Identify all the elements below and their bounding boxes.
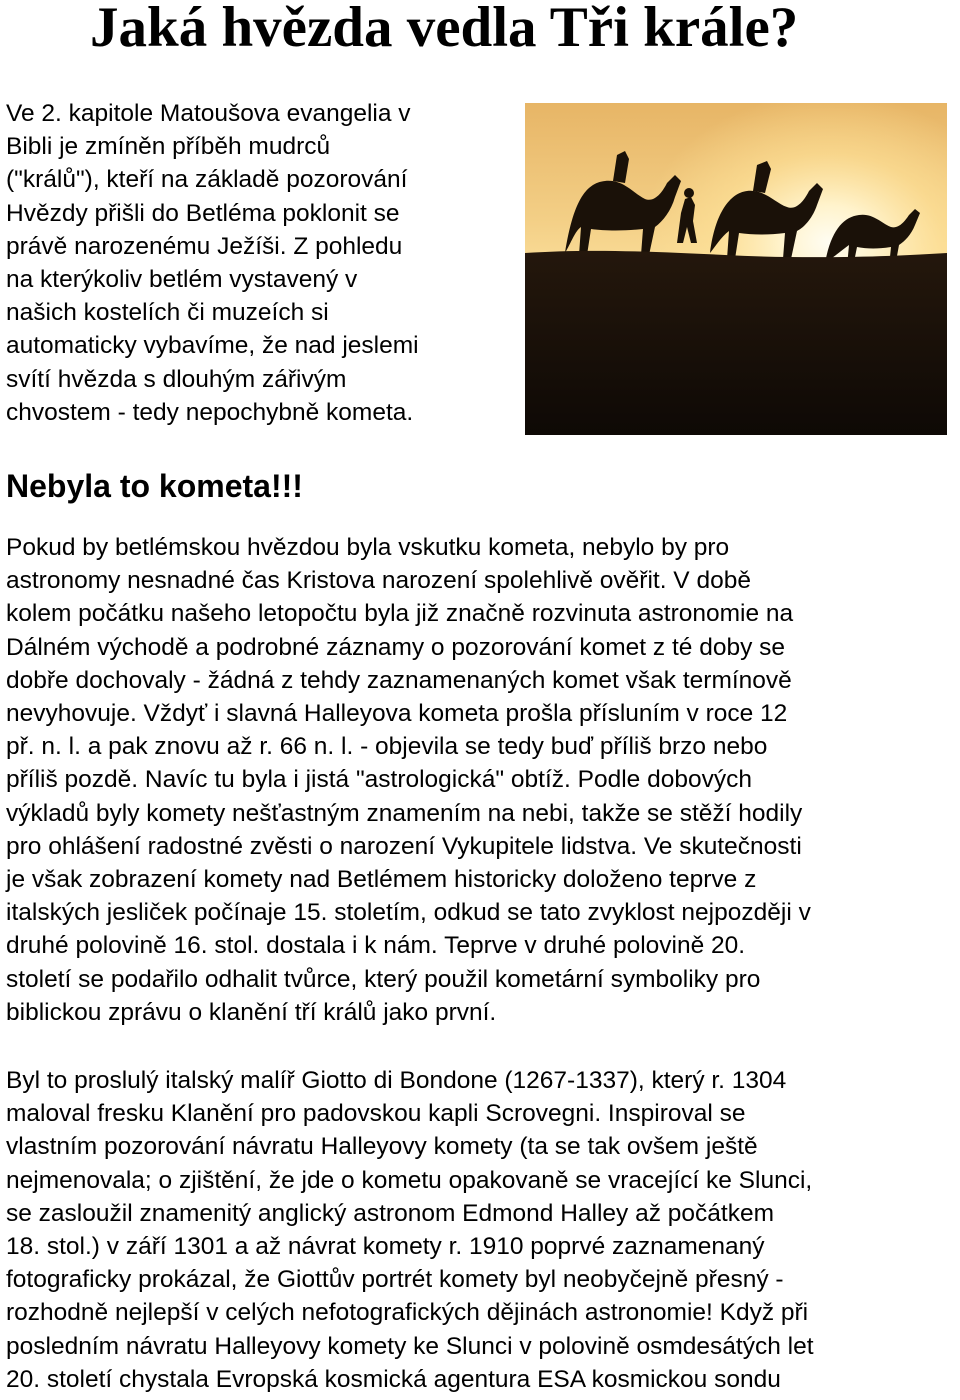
intro-line: Bibli je zmíněn příběh mudrců (6, 133, 331, 161)
text-line: italských jesliček počínaje 15. stoletím, odkud se tato zvyklost nejpozději v (6, 899, 811, 927)
intro-line: Ve 2. kapitole Matoušova evangelia v (6, 100, 411, 127)
paragraph-2 (6, 1064, 814, 1396)
text-line: maloval fresku Klanění pro padovskou kapli Scrovegni. Inspiroval se (6, 1100, 746, 1128)
text-line: vlastním pozorování návratu Halleyovy komety (ta se tak ovšem ještě (6, 1133, 758, 1161)
text-line: příliš pozdě. Navíc tu byla i jistá "astrologická" obtíž. Podle dobových (6, 766, 752, 794)
text-line: 18. stol.) v září 1301 a až návrat komety r. 1910 poprvé zaznamenaný (6, 1233, 765, 1261)
text-line: je však zobrazení komety nad Betlémem historicky doloženo teprve z (6, 866, 757, 894)
text-line: nevyhovuje. Vždyť i slavná Halleyova kometa prošla přísluním v roce 12 (6, 700, 788, 728)
text-line: Pokud by betlémskou hvězdou byla vskutku kometa, nebylo by pro (6, 534, 730, 561)
text-line: kolem počátku našeho letopočtu byla již značně rozvinuta astronomie na (6, 600, 794, 628)
intro-line: našich kostelích či muzeích si (6, 299, 329, 327)
intro-line: svítí hvězda s dlouhým zářivým (6, 365, 347, 393)
text-line: výkladů byly komety nešťastným znamením na nebi, takže se stěží hodily (6, 799, 803, 827)
text-line: dobře dochovaly - žádná z tehdy zaznamenaných komet však termínově (6, 666, 792, 694)
text-line: Byl to proslulý italský malíř Giotto di Bondone (1267-1337), který r. 1304 (6, 1067, 787, 1094)
intro-line: chvostem - tedy nepochybně kometa. (6, 398, 414, 426)
text-line: století se podařilo odhalit tvůrce, který použil kometární symboliky pro (6, 965, 761, 993)
text-line: se zasloužil znamenitý anglický astronom Edmond Halley až počátkem (6, 1199, 775, 1227)
intro-line: automaticky vybavíme, že nad jeslemi (6, 332, 419, 360)
text-line: astronomy nesnadné čas Kristova narození spolehlivě ověřit. V době (6, 567, 751, 595)
paragraph-1 (6, 531, 811, 1029)
intro-line: ("králů"), kteří na základě pozorování (6, 166, 408, 194)
intro-paragraph (6, 97, 514, 429)
camels-sunset-image (525, 103, 947, 435)
text-line: pro ohlášení radostné zvěsti o narození Vykupitele lidstva. Ve skutečnosti (6, 832, 802, 860)
intro-line: Hvězdy přišli do Betléma poklonit se (6, 199, 400, 227)
section-heading: Nebyla to kometa!!! (6, 468, 303, 504)
text-line: biblickou zprávu o klanění tří králů jako první. (6, 998, 497, 1026)
text-line: př. n. l. a pak znovu až r. 66 n. l. - objevila se tedy buď příliš brzo nebo (6, 733, 768, 761)
text-line: 20. století chystala Evropská kosmická agentura ESA kosmickou sondu (6, 1365, 781, 1393)
intro-line: na kterýkoliv betlém vystavený v (6, 266, 358, 294)
text-line: Dálném východě a podrobné záznamy o pozorování komet z té doby se (6, 633, 785, 661)
text-line: rozhodně nejlepší v celých nefotografických dějinách astronomie! Když při (6, 1299, 809, 1327)
text-line: fotograficky prokázal, že Giottův portrét komety byl neobyčejně přesný - (6, 1266, 784, 1294)
text-line: druhé polovině 16. stol. dostala i k nám. Teprve v druhé polovině 20. (6, 932, 746, 960)
text-line: nejmenovala; o zjištění, že jde o kometu opakovaně se vracející ke Slunci, (6, 1166, 813, 1194)
camels-sunset-photo (525, 103, 947, 435)
text-line: posledním návratu Halleyovy komety ke Slunci v polovině osmdesátých let (6, 1332, 814, 1360)
page-title: Jaká hvězda vedla Tři krále? (90, 0, 799, 59)
dune-ground (525, 251, 947, 435)
intro-line: právě narozenému Ježíši. Z pohledu (6, 232, 403, 260)
